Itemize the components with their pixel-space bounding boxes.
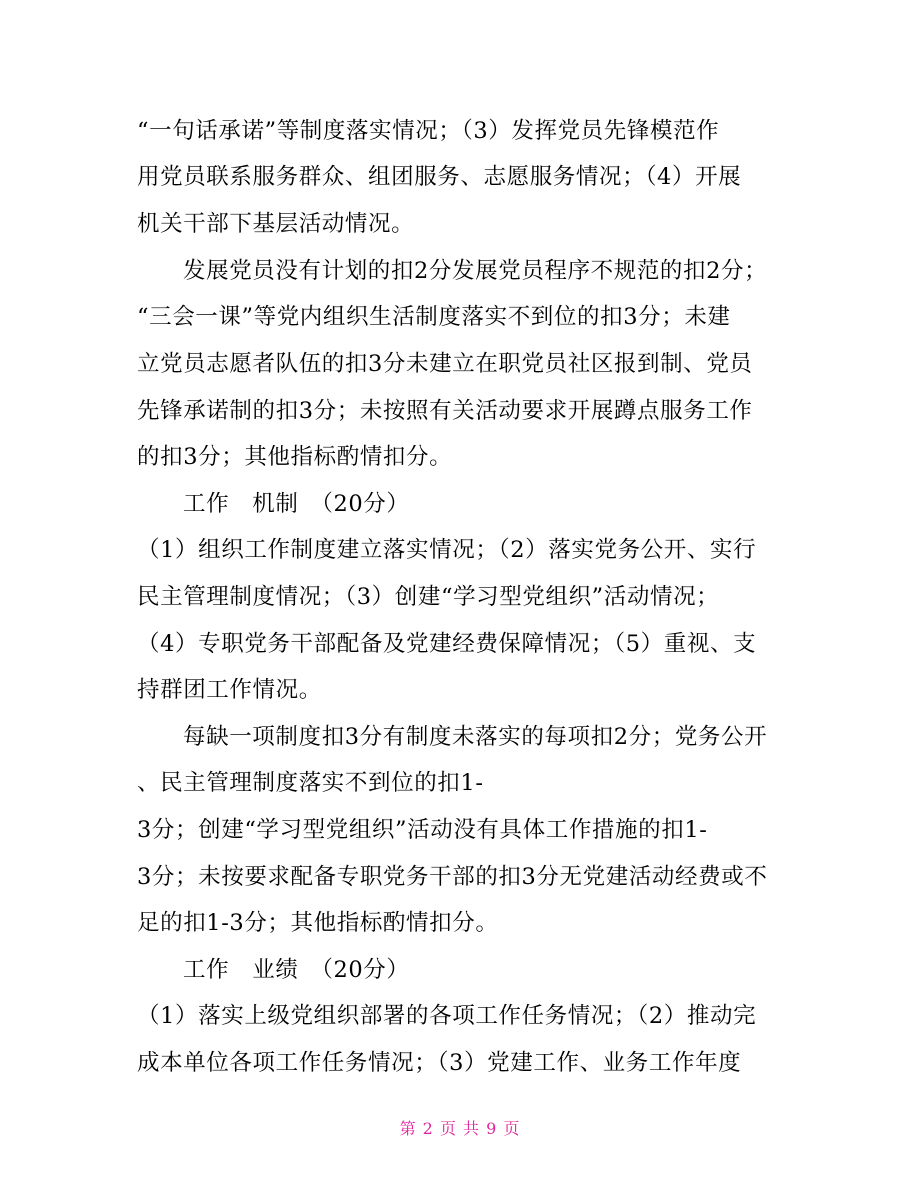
page-number-footer: 第 2 页 共 9 页: [399, 1119, 521, 1138]
text-line-1: “一句话承诺”等制度落实情况；（3）发挥党员先锋模范作: [137, 118, 720, 144]
section-heading-mechanism: 工作 机制 （20分）: [183, 491, 410, 517]
text-line-10: （1）组织工作制度建立落实情况；（2）落实党务公开、实行: [137, 537, 757, 563]
text-line-6: 立党员志愿者队伍的扣3分未建立在职党员社区报到制、党员: [137, 351, 753, 377]
text-line-7: 先锋承诺制的扣3分；未按照有关活动要求开展蹲点服务工作: [137, 398, 753, 424]
text-line-17: 3分；未按要求配备专职党务干部的扣3分无党建活动经费或不: [137, 864, 768, 890]
text-line-2: 用党员联系服务群众、组团服务、志愿服务情况；（4）开展: [137, 164, 742, 190]
text-line-8: 的扣3分；其他指标酌情扣分。: [137, 444, 453, 470]
text-line-12: （4）专职党务干部配备及党建经费保障情况；（5）重视、支: [137, 631, 757, 657]
text-line-20: （1）落实上级党组织部署的各项工作任务情况；（2）推动完: [137, 1003, 757, 1029]
text-line-5: “三会一课”等党内组织生活制度落实不到位的扣3分；未建: [137, 304, 731, 330]
text-line-16: 3分；创建“学习型党组织”活动没有具体工作措施的扣1-: [137, 817, 708, 843]
text-line-21: 成本单位各项工作任务情况；（3）党建工作、业务工作年度: [137, 1050, 742, 1076]
text-line-4: 发展党员没有计划的扣2分发展党员程序不规范的扣2分；: [183, 258, 768, 284]
text-line-3: 机关干部下基层活动情况。: [137, 211, 415, 237]
text-line-15: 、民主管理制度落实不到位的扣1-: [137, 770, 484, 796]
section-heading-performance: 工作 业绩 （20分）: [183, 957, 410, 983]
text-line-11: 民主管理制度情况；（3）创建“学习型党组织”活动情况；: [137, 584, 720, 610]
text-line-13: 持群团工作情况。: [137, 677, 322, 703]
text-line-18: 足的扣1-3分；其他指标酌情扣分。: [137, 910, 499, 936]
text-line-14: 每缺一项制度扣3分有制度未落实的每项扣2分；党务公开: [183, 724, 768, 750]
